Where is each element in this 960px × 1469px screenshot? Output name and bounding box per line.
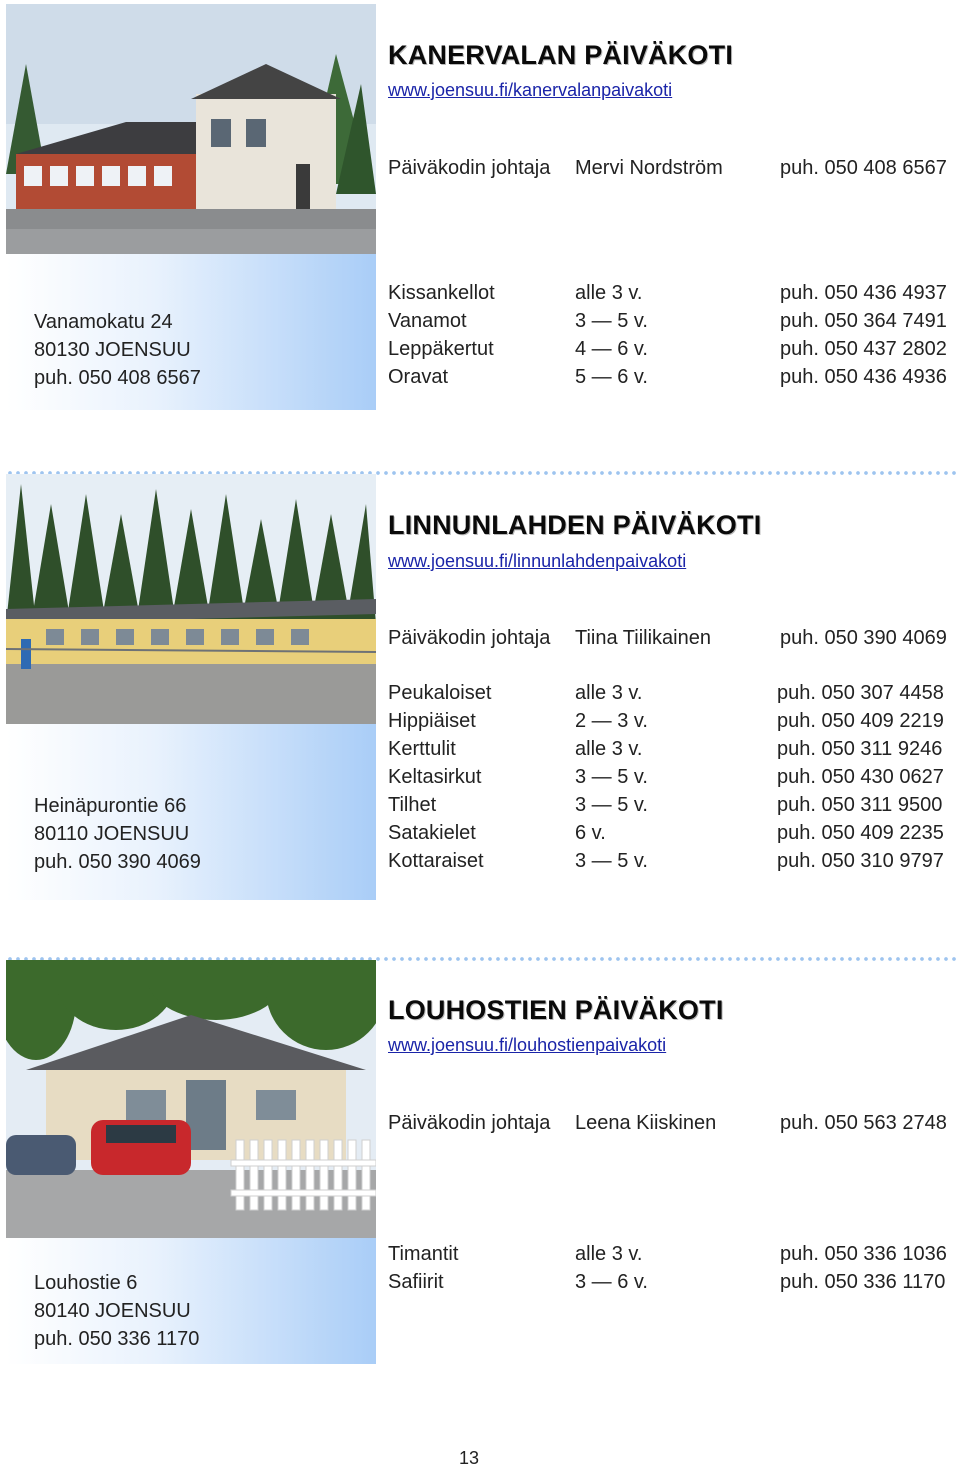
- group-name: Timantit: [388, 1243, 459, 1265]
- linnunlahti-title: LINNUNLAHDEN PÄIVÄKOTI: [388, 510, 762, 540]
- group-phone: puh. 050 409 2235: [777, 822, 944, 844]
- group-name: Oravat: [388, 366, 449, 388]
- group-phone: puh. 050 310 9797: [777, 850, 944, 872]
- group-phone: puh. 050 409 2219: [777, 710, 944, 732]
- postal-address: 80110 JOENSUU: [34, 823, 190, 845]
- group-age: 3 — 5 v.: [575, 850, 648, 872]
- group-row: [0, 1243, 960, 1271]
- group-phone: puh. 050 336 1036: [780, 1243, 947, 1265]
- group-row: [0, 282, 960, 310]
- page-number: 13: [459, 1448, 480, 1468]
- address-phone: puh. 050 408 6567: [34, 367, 201, 389]
- group-name: Leppäkertut: [388, 338, 494, 360]
- group-name: Kissankellot: [388, 282, 495, 304]
- group-row: [0, 1271, 960, 1299]
- address-phone: puh. 050 336 1170: [34, 1328, 200, 1350]
- group-age: 3 — 5 v.: [575, 766, 648, 788]
- group-age: 3 — 6 v.: [575, 1271, 648, 1293]
- group-name: Keltasirkut: [388, 766, 482, 788]
- street-address: Louhostie 6: [34, 1272, 138, 1294]
- group-age: alle 3 v.: [575, 682, 643, 704]
- group-name: Satakielet: [388, 822, 476, 844]
- group-age: 3 — 5 v.: [575, 794, 648, 816]
- group-phone: puh. 050 437 2802: [780, 338, 947, 360]
- address-phone: puh. 050 390 4069: [34, 851, 201, 873]
- group-phone: puh. 050 436 4937: [780, 282, 947, 304]
- group-phone: puh. 050 430 0627: [777, 766, 944, 788]
- group-phone: puh. 050 307 4458: [777, 682, 944, 704]
- louhosti-website-link[interactable]: www.joensuu.fi/louhostienpaivakoti: [388, 1035, 667, 1055]
- group-row: [0, 766, 960, 794]
- group-name: Kerttulit: [388, 738, 456, 760]
- group-age: alle 3 v.: [575, 1243, 643, 1265]
- group-age: alle 3 v.: [575, 282, 643, 304]
- street-address: Vanamokatu 24: [34, 311, 173, 333]
- kanervala-title: KANERVALAN PÄIVÄKOTI: [388, 40, 734, 70]
- group-row: [0, 738, 960, 766]
- kanervala-director-phone: puh. 050 408 6567: [780, 157, 947, 179]
- louhosti-building-photo: [6, 960, 376, 1238]
- group-row: [0, 682, 960, 710]
- group-age: 2 — 3 v.: [575, 710, 648, 732]
- louhosti-director-label: Päiväkodin johtaja: [388, 1112, 551, 1134]
- group-age: 5 — 6 v.: [575, 366, 648, 388]
- linnunlahti-director-label: Päiväkodin johtaja: [388, 627, 551, 649]
- group-name: Tilhet: [388, 794, 437, 816]
- group-age: 3 — 5 v.: [575, 310, 648, 332]
- group-age: alle 3 v.: [575, 738, 643, 760]
- group-phone: puh. 050 336 1170: [780, 1271, 946, 1293]
- linnunlahti-director-name: Tiina Tiilikainen: [575, 627, 711, 649]
- street-address: Heinäpurontie 66: [34, 795, 187, 817]
- group-name: Safiirit: [388, 1271, 444, 1293]
- kanervala-director-name: Mervi Nordström: [575, 157, 723, 179]
- group-name: Vanamot: [388, 310, 467, 332]
- louhosti-director-phone: puh. 050 563 2748: [780, 1112, 947, 1134]
- postal-address: 80140 JOENSUU: [34, 1300, 191, 1322]
- postal-address: 80130 JOENSUU: [34, 339, 191, 361]
- group-age: 4 — 6 v.: [575, 338, 648, 360]
- group-phone: puh. 050 436 4936: [780, 366, 947, 388]
- group-row: [0, 710, 960, 738]
- group-phone: puh. 050 311 9500: [777, 794, 943, 816]
- kanervala-director-label: Päiväkodin johtaja: [388, 157, 551, 179]
- group-phone: puh. 050 311 9246: [777, 738, 943, 760]
- louhosti-director-name: Leena Kiiskinen: [575, 1112, 717, 1134]
- group-name: Kottaraiset: [388, 850, 484, 872]
- group-phone: puh. 050 364 7491: [780, 310, 947, 332]
- linnunlahti-director-phone: puh. 050 390 4069: [780, 627, 947, 649]
- kanervala-building-photo: [6, 4, 376, 254]
- kanervala-website-link[interactable]: www.joensuu.fi/kanervalanpaivakoti: [388, 80, 673, 100]
- louhosti-title: LOUHOSTIEN PÄIVÄKOTI: [388, 995, 724, 1025]
- group-name: Hippiäiset: [388, 710, 476, 732]
- linnunlahti-website-link[interactable]: www.joensuu.fi/linnunlahdenpaivakoti: [388, 551, 687, 571]
- group-age: 6 v.: [575, 822, 606, 844]
- group-name: Peukaloiset: [388, 682, 492, 704]
